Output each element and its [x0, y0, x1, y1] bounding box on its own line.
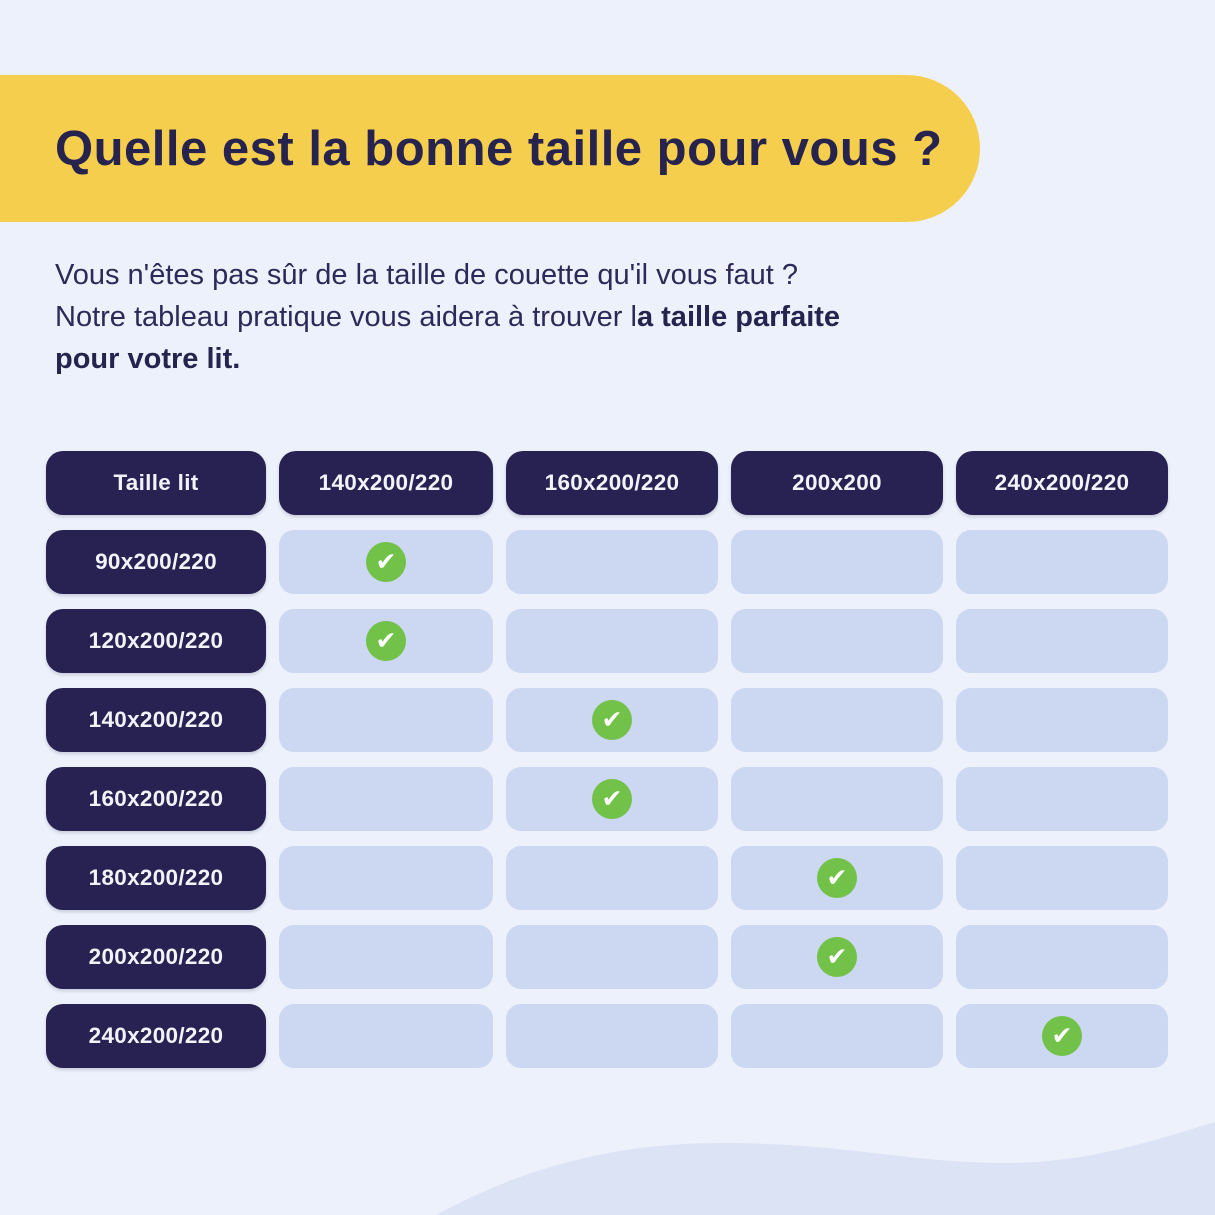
match-cell — [506, 609, 718, 673]
match-cell — [506, 767, 718, 831]
match-cell — [956, 846, 1168, 910]
size-match-table — [46, 451, 1168, 1068]
match-cell — [731, 846, 943, 910]
row-header: 90x200/220 — [46, 530, 266, 594]
match-cell — [731, 767, 943, 831]
match-cell — [506, 688, 718, 752]
match-cell — [956, 609, 1168, 673]
match-cell — [279, 846, 493, 910]
column-header-140: 140x200/220 — [279, 451, 493, 515]
row-header: 240x200/220 — [46, 1004, 266, 1068]
match-cell — [279, 1004, 493, 1068]
page-title: Quelle est la bonne taille pour vous ? — [55, 121, 943, 176]
title-banner — [0, 75, 980, 222]
intro-paragraph — [55, 254, 1015, 380]
match-cell — [731, 688, 943, 752]
match-cell — [956, 1004, 1168, 1068]
match-cell — [506, 530, 718, 594]
column-header-240: 240x200/220 — [956, 451, 1168, 515]
intro-line-2: Notre tableau pratique vous aidera à trouver la taille parfaite — [55, 301, 841, 333]
check-circle-icon: ✔ — [817, 937, 857, 977]
row-header: 180x200/220 — [46, 846, 266, 910]
match-cell — [279, 609, 493, 673]
row-header: 200x200/220 — [46, 925, 266, 989]
intro-line-1: Vous n'êtes pas sûr de la taille de couette qu'il vous faut ? — [55, 259, 798, 291]
match-cell — [956, 925, 1168, 989]
check-circle-icon: ✔ — [366, 542, 406, 582]
check-circle-icon: ✔ — [592, 779, 632, 819]
intro-bold-text: pour votre lit. — [55, 343, 241, 375]
check-circle-icon: ✔ — [817, 858, 857, 898]
column-header-160: 160x200/220 — [506, 451, 718, 515]
match-cell — [506, 925, 718, 989]
match-cell — [956, 688, 1168, 752]
intro-bold-text: a taille parfaite — [636, 301, 841, 333]
match-cell — [279, 688, 493, 752]
check-circle-icon: ✔ — [592, 700, 632, 740]
bottom-wave-decoration — [0, 1080, 1215, 1215]
match-cell — [731, 530, 943, 594]
row-header: 120x200/220 — [46, 609, 266, 673]
match-cell — [956, 530, 1168, 594]
match-cell — [731, 1004, 943, 1068]
match-cell — [956, 767, 1168, 831]
match-cell — [506, 846, 718, 910]
row-header: 160x200/220 — [46, 767, 266, 831]
intro-line-3 — [55, 338, 1015, 380]
match-cell — [731, 609, 943, 673]
match-cell — [279, 530, 493, 594]
check-circle-icon: ✔ — [366, 621, 406, 661]
match-cell — [731, 925, 943, 989]
column-header-taille-lit: Taille lit — [46, 451, 266, 515]
column-header-200: 200x200 — [731, 451, 943, 515]
match-cell — [279, 925, 493, 989]
match-cell — [506, 1004, 718, 1068]
check-circle-icon: ✔ — [1042, 1016, 1082, 1056]
row-header: 140x200/220 — [46, 688, 266, 752]
match-cell — [279, 767, 493, 831]
